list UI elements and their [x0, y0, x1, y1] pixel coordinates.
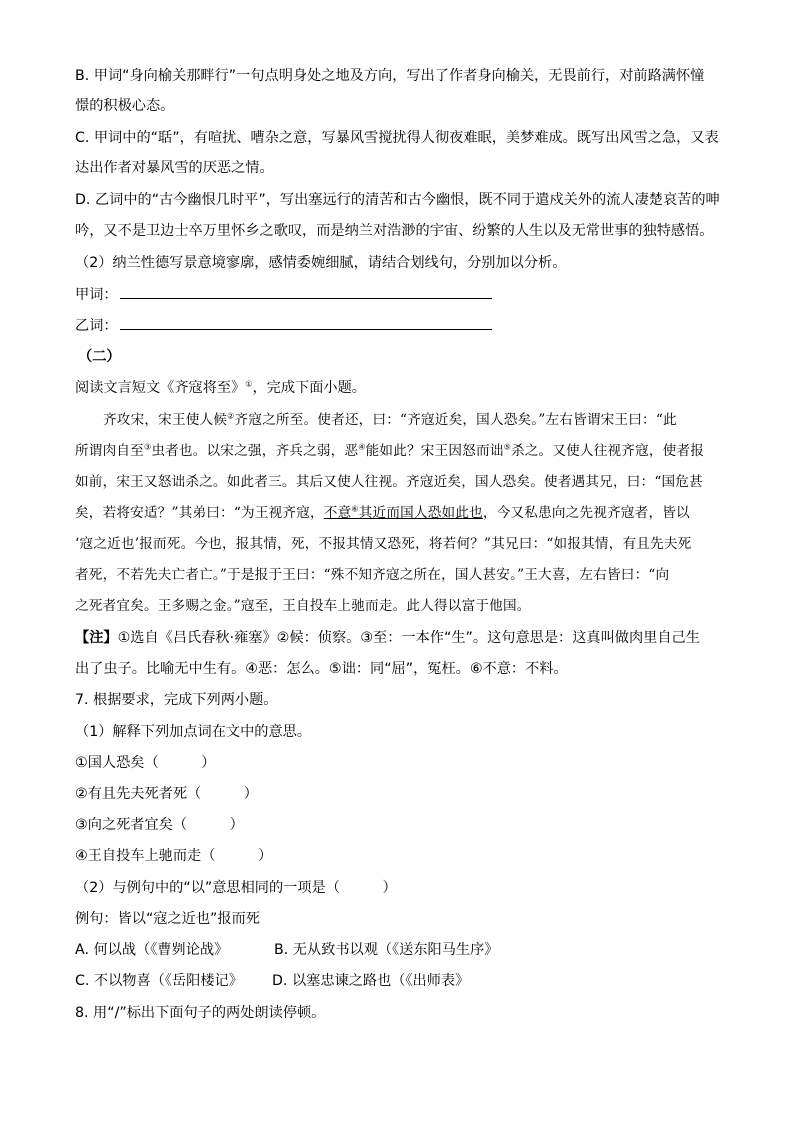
question-7-2: （2）与例句中的“以”意思相同的一项是（ ）: [75, 880, 397, 896]
answer-jia-label: 甲词：: [75, 287, 118, 303]
passage-line-2: [75, 441, 704, 461]
passage-text: 杀之。又使人往视齐寇，使者报: [510, 443, 705, 459]
example-sentence: 例句：皆以“寇之近也”报而死: [75, 911, 260, 927]
option-b-line2: 憬的积极心态。: [75, 98, 175, 114]
question-2: （2）纳兰性德写景意境寥廓，感情委婉细腻，请结合划线句，分别加以分析。: [75, 255, 567, 271]
passage-line-4: [75, 503, 690, 523]
passage-text: 矣，若将安适？”其弟曰：“为王视齐寇，: [75, 505, 324, 521]
option-c: C. 不以物喜（《岳阳楼记》: [75, 973, 243, 989]
footnote-marker: ①: [245, 379, 253, 389]
intro-text: 阅读文言短文《齐寇将至》: [75, 380, 246, 396]
section-heading: （二）: [78, 349, 121, 365]
passage-text: 所谓肉自至: [75, 443, 144, 459]
option-c-line2: 达出作者对暴风雪的厌恶之情。: [75, 160, 274, 176]
answer-jia-row: [75, 284, 492, 305]
note-line-2: 出了虫子。比喻无中生有。④恶：怎么。⑤诎：同“屈”，冤枉。⑥不意：不料。: [75, 661, 568, 677]
option-b: B. 无从致书以观（《送东阳马生序》: [274, 942, 499, 958]
footnote-marker: ③: [143, 442, 152, 452]
item-4: ④王自投车上驰而走（ ）: [75, 848, 273, 864]
footnote-marker: ④: [358, 442, 366, 452]
question-7-1: （1）解释下列加点词在文中的意思。: [75, 724, 312, 740]
passage-line-1: [103, 410, 677, 430]
passage-text: 虫者也。以宋之强，齐兵之弱，恶: [151, 443, 359, 459]
option-b-line1: B. 甲词“身向榆关那畔行”一句点明身处之地及方向，写出了作者身向榆关，无畏前行，对前路满怀憧: [75, 68, 705, 84]
question-7: 7. 根据要求，完成下列两小题。: [75, 692, 278, 708]
passage-text: 齐寇之所至。使者还，曰：“齐寇近矣，国人恐矣。”左右皆谓宋王曰：“此: [234, 412, 677, 428]
answer-yi-blank[interactable]: [120, 315, 492, 330]
footnote-marker: ②: [227, 411, 235, 421]
item-3: ③向之死者宜矣（ ）: [75, 817, 244, 833]
note-text: ①选自《吕氏春秋·雍塞》②候：侦察。③至：一本作“生”。这句意思是：这真叫做肉里自己生: [117, 630, 700, 646]
note-label: 【注】: [75, 630, 118, 646]
intro-text-end: ，完成下面小题。: [252, 380, 366, 396]
passage-text: 能如此？宋王因怒而诎: [365, 443, 504, 459]
question-8: 8. 用“/”标出下面句子的两处朗读停顿。: [75, 1005, 326, 1021]
option-d-line2: 吟，又不是卫边士卒万里怀乡之歌叹，而是纳兰对浩渺的宇宙、纷繁的人生以及无常世事的独特感悟。: [75, 223, 714, 239]
underlined-sentence: [324, 505, 483, 521]
note-line-1: [75, 628, 700, 648]
answer-yi-label: 乙词：: [75, 318, 118, 334]
option-c-line1: C. 甲词中的“聒”，有喧扰、嘈杂之意，写暴风雪搅扰得人彻夜难眠，美梦难成。既写出风雪之急，又表: [75, 130, 719, 146]
underlined-text: 其近而国人恐如此也: [358, 505, 483, 521]
answer-yi-row: [75, 315, 492, 336]
option-d-line1: D. 乙词中的“古今幽恨几时平”，写出塞远行的清苦和古今幽恨，既不同于遣戍关外的流人凄楚哀苦的呻: [75, 192, 720, 208]
underlined-text: 不意: [323, 505, 352, 521]
option-d: D. 以塞忠谏之路也（《出师表》: [272, 973, 470, 989]
footnote-marker: ⑤: [503, 442, 511, 452]
passage-text: ，今又私患向之先视齐寇者，皆以: [482, 505, 690, 521]
passage-line-5: ‘寇之近也’报而死。今也，报其情，死，不报其情又恐死，将若何？”其兄曰：“如报其情，有且先夫死: [75, 536, 692, 552]
passage-text: 齐攻宋，宋王使人候: [103, 412, 228, 428]
footnote-marker: ⑥: [351, 504, 359, 514]
answer-jia-blank[interactable]: [120, 284, 492, 299]
passage-line-7: 之死者宜矣。王多赐之金。”寇至，王自投车上驰而走。此人得以富于他国。: [75, 598, 531, 614]
passage-line-3: 如前，宋王又怒诎杀之。如此者三。其后又使人往视。齐寇近矣，国人恐矣。使者遇其兄，曰：“国危甚: [75, 474, 703, 490]
reading-intro: [75, 378, 366, 398]
item-1: ①国人恐矣（ ）: [75, 755, 216, 771]
passage-line-6: 者死，不若先夫亡者亡。”于是报于王曰：“殊不知齐寇之所在，国人甚安。”王大喜，左右皆曰：“向: [75, 567, 670, 583]
option-a: A. 何以战（《曹刿论战》: [75, 942, 229, 958]
item-2: ②有且先夫死者死（ ）: [75, 786, 258, 802]
